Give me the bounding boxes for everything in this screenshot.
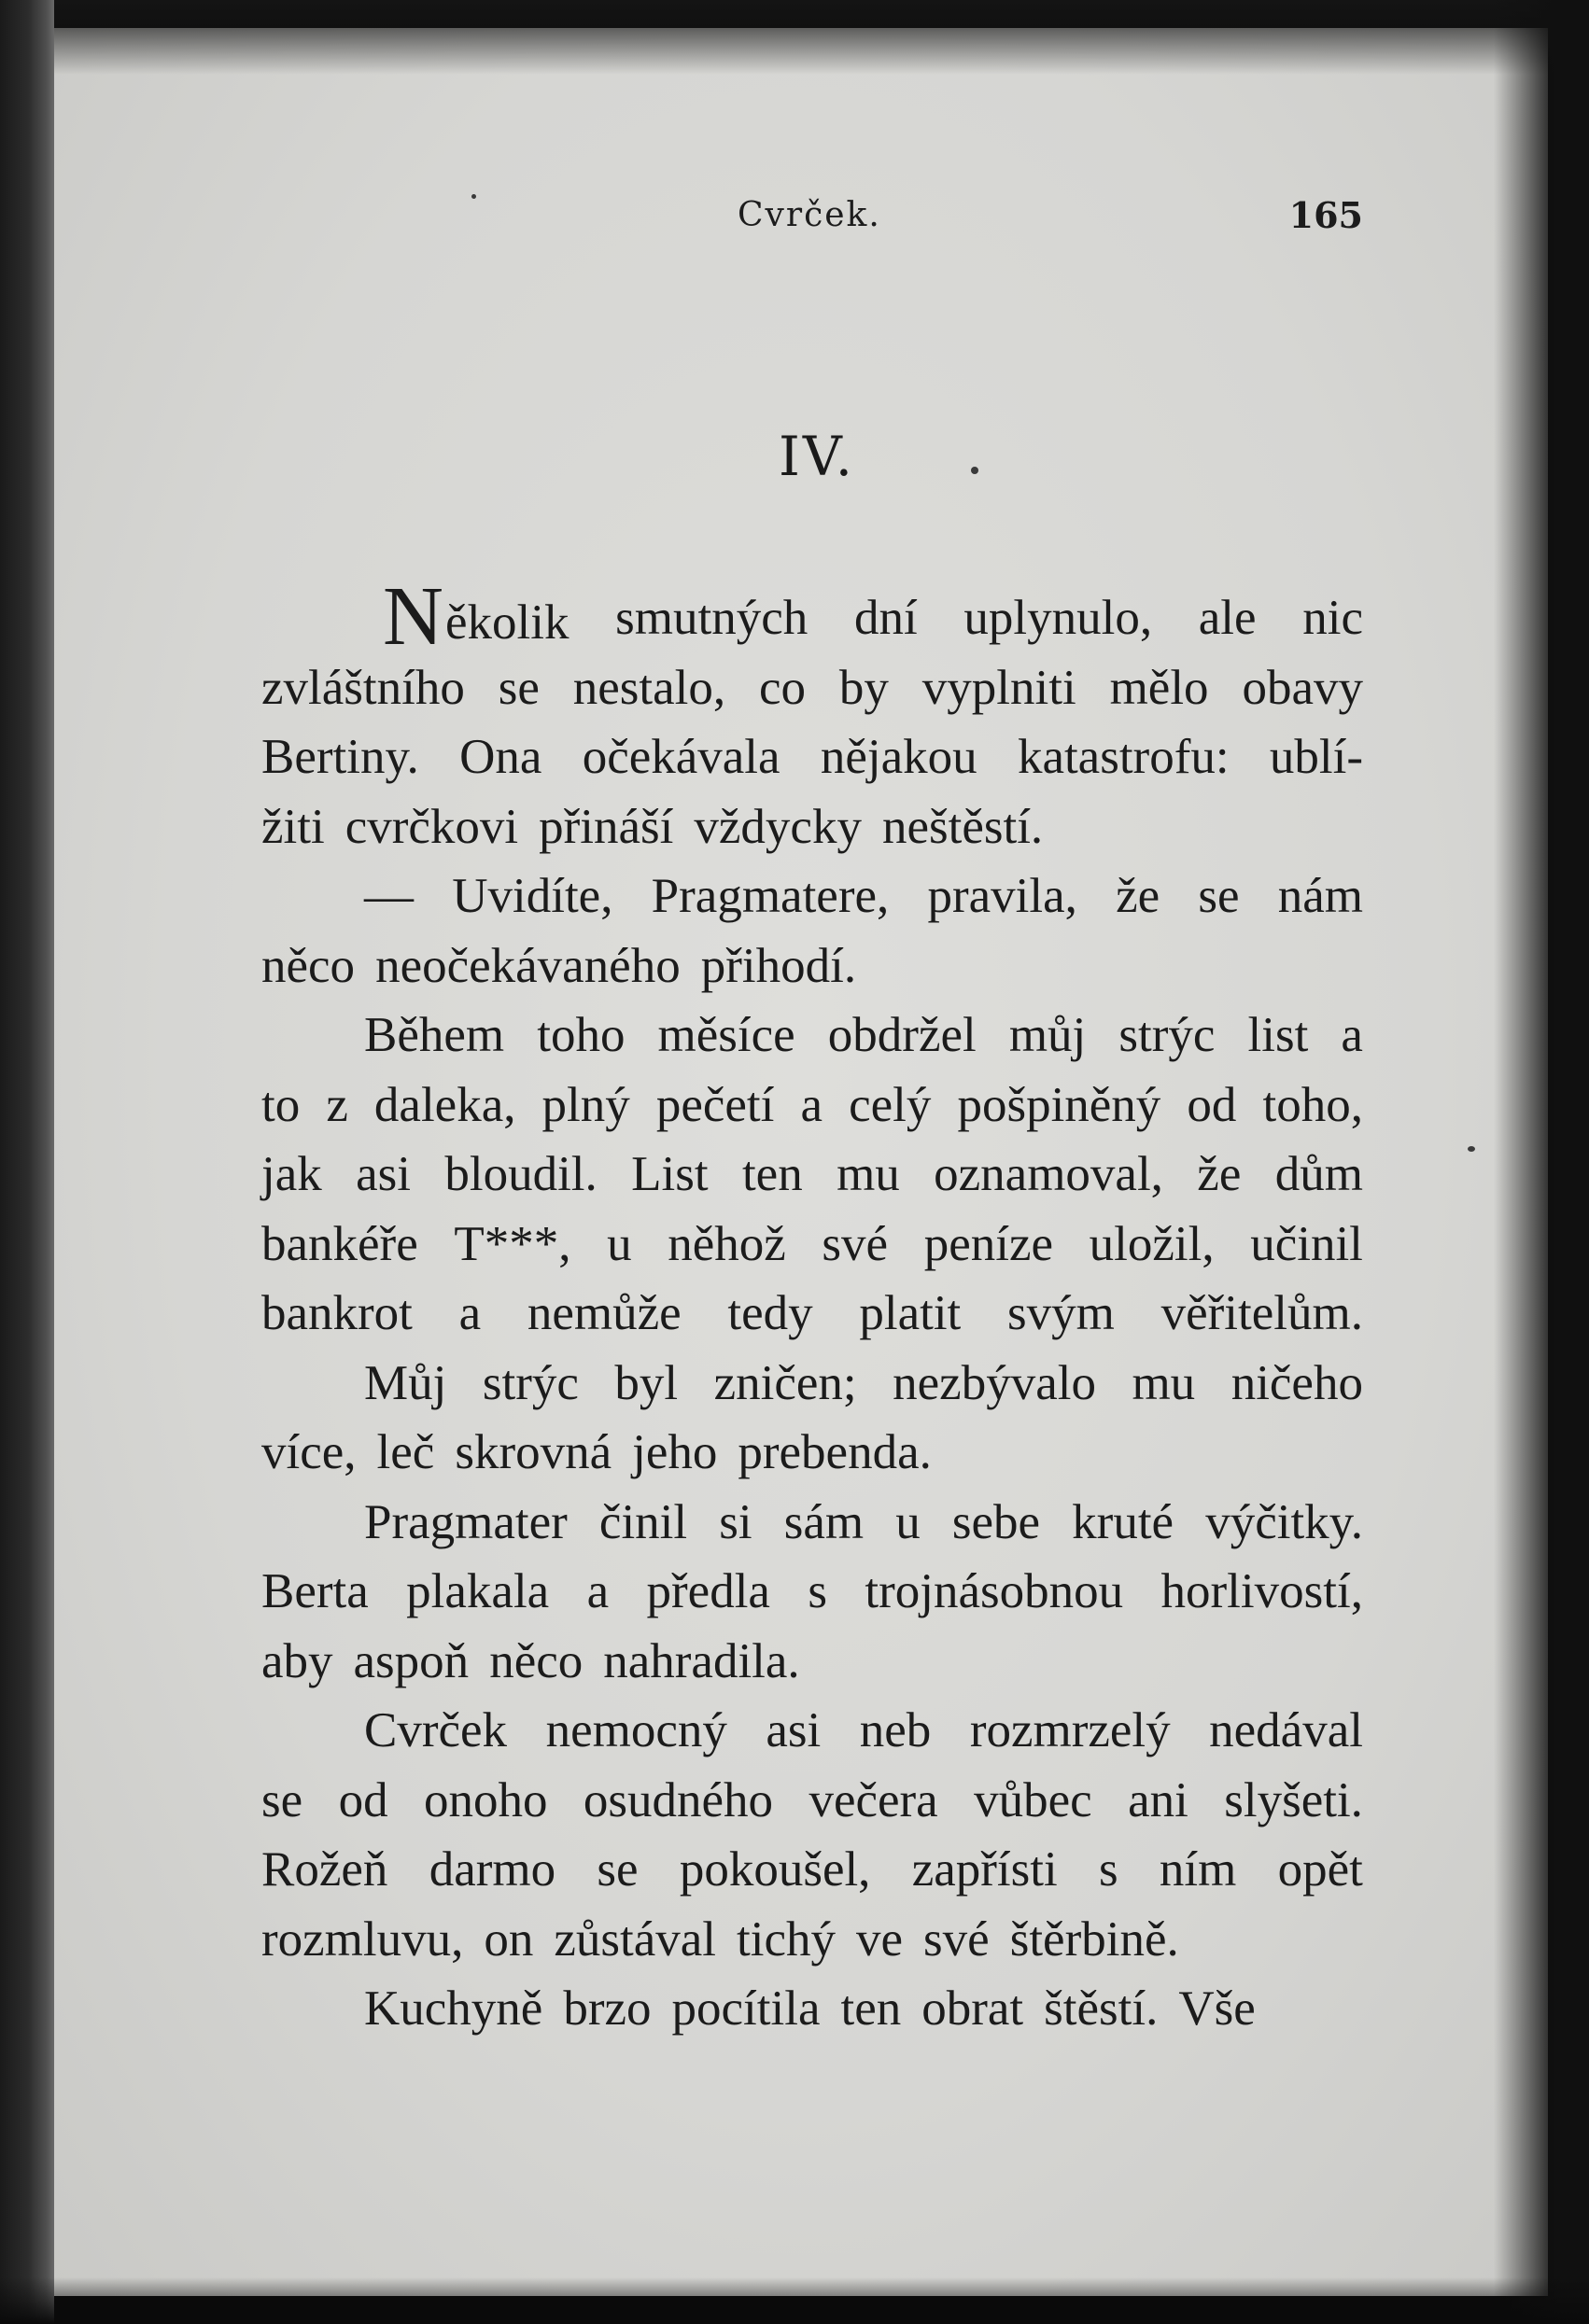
text-line: Pragmater činil si sám u sebe kruté výčitky. bbox=[364, 1494, 1363, 1549]
text-line: Berta plakala a předla s trojnásobnou horlivostí, bbox=[261, 1564, 1363, 1618]
top-shadow bbox=[54, 0, 1589, 75]
text-line: se od onoho osudného večera vůbec ani slyšeti. bbox=[261, 1772, 1363, 1827]
body-text bbox=[261, 570, 1363, 2044]
text-line: něco neočekávaného přihodí. bbox=[261, 938, 857, 993]
text-line: Cvrček nemocný asi neb rozmrzelý nedával bbox=[364, 1703, 1363, 1757]
text-line: žiti cvrčkovi přináší vždycky neštěstí. bbox=[261, 799, 1044, 854]
text-line: Několik smutných dní uplynulo, ale nic bbox=[383, 570, 1363, 663]
text-line: bankrot a nemůže tedy platit svým věřitelům. bbox=[261, 1286, 1363, 1340]
text-line: jak asi bloudil. List ten mu oznamoval, že dům bbox=[261, 1147, 1363, 1201]
drop-cap: N bbox=[383, 570, 443, 663]
paper-speck bbox=[1468, 1146, 1475, 1152]
text-line: zvláštního se nestalo, co by vyplniti mělo obavy bbox=[261, 660, 1363, 715]
text-line: Kuchyně brzo pocítila ten obrat štěstí. Vše bbox=[364, 1981, 1256, 2036]
running-title: Cvrček. bbox=[738, 196, 881, 234]
text-line: to z daleka, plný pečetí a celý pošpiněný od toho, bbox=[261, 1077, 1363, 1132]
text-line: bankéře T***, u něhož své peníze uložil, učinil bbox=[261, 1216, 1363, 1271]
text-line: Rožeň darmo se pokoušel, zapřísti s ním opět bbox=[261, 1842, 1363, 1897]
text-line: — Uvidíte, Pragmatere, pravila, že se nám bbox=[364, 869, 1363, 923]
text-line: aby aspoň něco nahradila. bbox=[261, 1633, 800, 1688]
text-line: rozmluvu, on zůstával tichý ve své štěrbině. bbox=[261, 1911, 1179, 1967]
right-shadow bbox=[1494, 0, 1589, 2324]
text-line: Bertiny. Ona očekávala nějakou katastrofu: ublí- bbox=[261, 730, 1363, 784]
text-line: Můj strýc byl zničen; nezbývalo mu ničeho bbox=[364, 1355, 1363, 1410]
chapter-heading bbox=[0, 425, 1589, 488]
chapter-numeral: IV. bbox=[778, 425, 856, 488]
page-number: 165 bbox=[1288, 194, 1363, 236]
text-line: Během toho měsíce obdržel můj strýc list a bbox=[364, 1008, 1363, 1062]
book-gutter bbox=[0, 0, 54, 2324]
running-head bbox=[261, 187, 1363, 243]
text-line: více, leč skrovná jeho prebenda. bbox=[261, 1425, 932, 1479]
bottom-shadow bbox=[0, 2277, 1589, 2324]
